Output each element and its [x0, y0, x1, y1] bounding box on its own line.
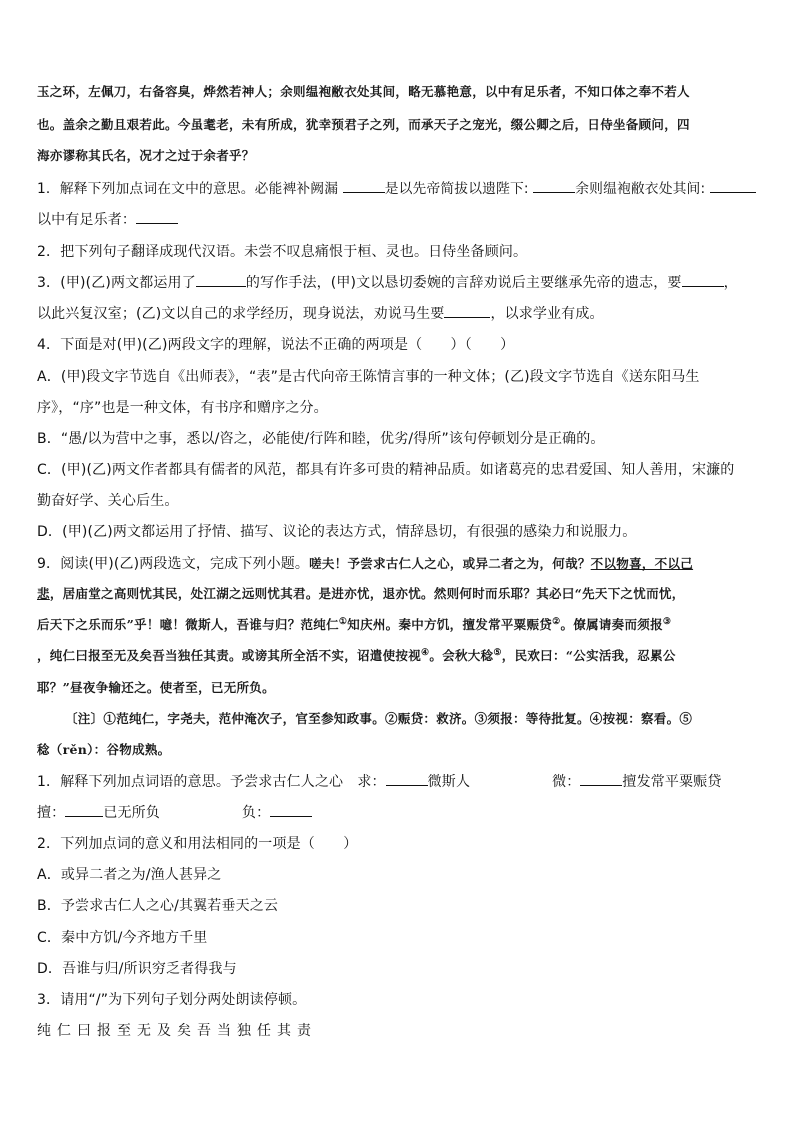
- set2-option-d: D．吾谁与归/所识穷乏者得我与: [37, 961, 237, 977]
- set2-question-3: 3．请用“/”为下列句子划分两处朗读停顿。: [37, 992, 307, 1008]
- q9-passage: 后天下之乐而乐”乎！噫！微斯人，吾谁与归？范纯仁: [37, 617, 339, 632]
- q9-passage: ，居庙堂之高则忧其民，处江湖之远则忧其君。是进亦忧，退亦忧。然则何时而乐耶？其必曰“先天下之忧而忧，: [49, 586, 685, 601]
- q9-passage-line: [37, 646, 676, 664]
- answer-blank[interactable]: [136, 211, 178, 224]
- q-text: 1．解释下列加点词语的意思。予尝求古仁人之心 求：: [37, 774, 386, 790]
- q3-text: 3．(甲)(乙)两文都运用了: [37, 275, 196, 291]
- set2-option-a: A．或异二者之为/渔人甚异之: [37, 867, 222, 883]
- q9-passage-line: 耶？”昼夜争输还之。使者至，已无所负。: [37, 680, 275, 695]
- answer-blank[interactable]: [196, 274, 246, 287]
- q9-passage: 。会秋大稔: [429, 648, 494, 663]
- q9-note: 〔注〕①范纯仁，字尧夫，范仲淹次子，官至参知政事。②赈贷：救济。③须报：等待批复。④按视：察看。⑤: [65, 711, 693, 726]
- answer-blank[interactable]: [710, 180, 756, 193]
- q3-text: ，以求学业有成。: [490, 306, 604, 322]
- set2-option-b: B．予尝求古仁人之心/其翼若垂天之云: [37, 898, 279, 914]
- passage-line: 也。盖余之勤且艰若此。今虽耄老，未有所成，犹幸预君子之列，而承天子之宠光，缀公卿之后，日侍坐备顾问，四: [37, 117, 690, 132]
- question-3: [37, 272, 738, 292]
- option-d: D．(甲)(乙)两文都运用了抒情、描写、议论的表达方式，情辞恳切，有很强的感染力和说服力。: [37, 524, 637, 540]
- q1-text: 是以先帝简拔以遗陛下:: [384, 181, 529, 197]
- q-text: 擅发常平粟赈贷: [622, 774, 722, 790]
- answer-blank[interactable]: [65, 804, 103, 817]
- pause-sentence: 纯仁曰报至无及矣吾当独任其责: [37, 1023, 317, 1039]
- passage-line: 海亦谬称其氏名，况才之过于余者乎？: [37, 148, 255, 163]
- q3-text: 的写作手法，(甲)文以恳切委婉的言辞劝说后主要继承先帝的遗志，要: [245, 275, 682, 291]
- option-a-cont: 序》，“序”也是一种文体，有书序和赠序之分。: [37, 400, 328, 416]
- q1-text: 1．解释下列加点词在文中的意思。必能裨补阙漏: [37, 181, 339, 197]
- q9-passage: 知庆州。秦中方饥，擅发常平粟赈贷: [347, 617, 553, 632]
- question-1-cont: [37, 209, 178, 229]
- answer-blank[interactable]: [682, 274, 724, 287]
- q1-text: 以中有足乐者：: [37, 212, 137, 228]
- answer-blank[interactable]: [343, 180, 385, 193]
- answer-blank[interactable]: [533, 180, 575, 193]
- question-4: 4．下面是对(甲)(乙)两段文字的理解，说法不正确的两项是（ ）（ ）: [37, 337, 515, 353]
- q9-note-cont: 稔（rěn）：谷物成熟。: [37, 742, 171, 757]
- answer-blank[interactable]: [580, 773, 622, 786]
- q3-text: ，: [723, 275, 738, 291]
- q1-text: 余则缊袍敝衣处其间:: [575, 181, 706, 197]
- q9-passage: ，民欢曰：“公实活我，忍累公: [501, 648, 676, 663]
- footnote-marker: ①: [338, 616, 348, 627]
- question-2: 2．把下列句子翻译成现代汉语。未尝不叹息痛恨于桓、灵也。日侍坐备顾问。: [37, 244, 528, 260]
- q9-passage: 。僚属请奏而须报: [560, 617, 663, 632]
- q-text: 微斯人: [427, 774, 471, 790]
- answer-blank[interactable]: [270, 804, 312, 817]
- set2-question-2: 2．下列加点词的意义和用法相同的一项是（ ）: [37, 836, 358, 852]
- option-c: C．(甲)(乙)两文作者都具有儒者的风范，都具有许多可贵的精神品质。如诸葛亮的忠君爱国、知人善用，宋濂的: [37, 462, 735, 478]
- set2-question-1-cont: [37, 802, 312, 822]
- q9-underlined: 不以物喜，不以己: [590, 556, 694, 571]
- q3-text: 以此兴复汉室；(乙)文以自己的求学经历，现身说法，劝说马生要: [37, 306, 445, 322]
- question-1: [37, 177, 756, 197]
- footnote-marker: ②: [552, 616, 561, 627]
- set2-option-c: C．秦中方饥/今齐地方千里: [37, 930, 208, 946]
- q-text: 微：: [552, 774, 581, 790]
- question-9: [37, 553, 693, 573]
- option-b: B．“愚/以为营中之事，悉以/咨之，必能使/行阵和睦，优劣/得所”该句停顿划分是正确的。: [37, 431, 605, 447]
- footnote-marker: ④: [421, 647, 430, 658]
- passage-line: 玉之环，左佩刀，右备容臭，烨然若神人；余则缊袍敝衣处其间，略无慕艳意，以中有足乐者，不知口体之奉不若人: [37, 84, 690, 99]
- q9-passage: ，纯仁曰报至无及矣吾当独任其责。或谤其所全活不实，诏遣使按视: [37, 648, 422, 663]
- q9-heading: 9．阅读(甲)(乙)两段选文，完成下列小题。: [37, 556, 310, 572]
- option-c-cont: 勤奋好学、关心后生。: [37, 493, 179, 509]
- q9-passage-line: [37, 584, 685, 602]
- answer-blank[interactable]: [444, 305, 490, 318]
- footnote-marker: ⑤: [493, 647, 502, 658]
- q9-passage-line: [37, 615, 671, 633]
- q9-underlined: 悲: [37, 586, 50, 601]
- set2-question-1: [37, 771, 721, 791]
- q-text: 擅：: [37, 805, 66, 821]
- question-3-cont: [37, 303, 604, 323]
- answer-blank[interactable]: [386, 773, 428, 786]
- q9-passage: 嗟夫！予尝求古仁人之心，或异二者之为，何哉？: [309, 556, 591, 571]
- footnote-marker: ③: [662, 616, 672, 627]
- q-text: 负：: [241, 805, 271, 821]
- q-text: 已无所负: [103, 805, 160, 821]
- option-a: A．(甲)段文字节选自《出师表》，“表”是古代向帝王陈情言事的一种文体；(乙)段文字节选自《送东阳马生: [37, 369, 700, 385]
